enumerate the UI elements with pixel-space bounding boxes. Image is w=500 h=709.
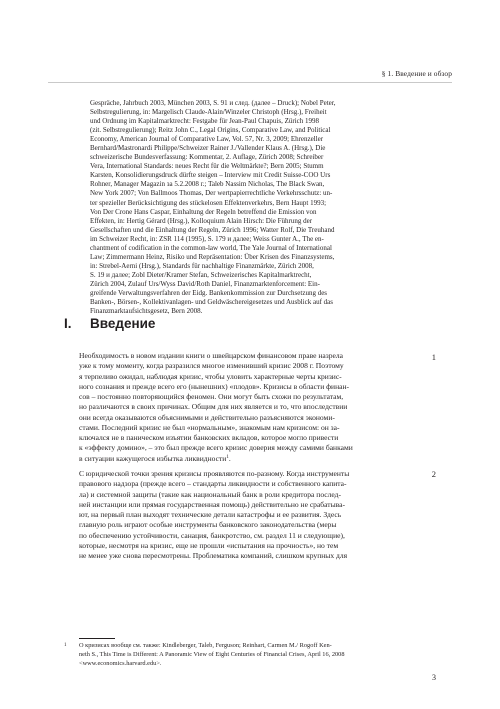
paragraph-1	[79, 351, 419, 464]
paragraph-line: которые, несмотря на кризис, еще не прошли «испытания на прочность», но тем	[79, 540, 339, 550]
bibliography-line: Finanzmarktaufsichtsgesetz, Bern 2008.	[90, 307, 203, 316]
paragraph-line: ного сознания и прежде всего его (нынешних) «плодов». Кризисы в области финан-	[79, 381, 350, 391]
paragraph-line: ключался не в паническом изъятии банковских вкладов, которое могло привести	[79, 433, 339, 442]
bibliography-line: chantment of codification in the common-law world, The Yale Journal of International	[90, 243, 332, 252]
paragraph-line: не менее уже снова пересмотрены. Проблематика компаний, слишком крупных для	[79, 551, 348, 560]
bibliography-line: Zürich 2004, Zulauf Urs/Wyss David/Roth Daniel, Finanzmarktenforcement: Ein-	[90, 279, 320, 288]
paragraph-line: я терпеливо ожидал, наблюдая кризис, чтобы уловить характерные черты кризис-	[79, 371, 342, 381]
bibliography-line: Selbstregulierung, in: Margelisch Claude-Alain/Winzeler Christoph (Hrsg.), Freiheit	[90, 108, 327, 117]
footnote-rule	[79, 638, 115, 639]
page-number: 3	[432, 673, 436, 682]
paragraph-line: главную роль играют особые инструменты банковского законодательства (меры	[79, 520, 337, 530]
footnote-line: <www.economics.harvard.edu>.	[79, 659, 162, 667]
paragraph-line: они всегда оказываются объяснимыми и действительно разъясняются экономи-	[79, 412, 335, 422]
running-head: § 1. Введение и обзор	[381, 69, 452, 78]
bibliography-line: greifende Verwaltungsverfahren der Eidg. Bankenkommission zur Durchsetzung des	[90, 288, 328, 297]
bibliography-line: S. 19 и далее; Zobl Dieter/Kramer Stefan, Schweizerisches Kapitalmarktrecht,	[90, 270, 312, 279]
bibliography-line: Gespräche, Jahrbuch 2003, München 2003, S. 91 и след. (далее – Druck); Nobel Peter,	[90, 99, 336, 107]
bibliography-line: in: Strebel-Aerni (Hrsg.), Standards für nachhaltige Finanzmärkte, Zürich 2008,	[90, 261, 314, 270]
paragraph-line: ют, на первый план выходят технические детали катастрофы и ее развития. Здесь	[79, 510, 342, 519]
margin-number-1: 1	[431, 352, 436, 362]
paragraph-line: стами. Последний кризис не был «нормальным», знакомым нам кризисом: он за-	[79, 422, 340, 432]
bibliography-line: Vera, International Standards: neues Recht für die Weltmärkte?; Bern 2005; Stumm	[90, 162, 324, 171]
bibliography-line: schweizerische Bundesverfassung: Kommentar, 2. Auflage, Zürich 2008; Schreiber	[90, 153, 324, 162]
bibliography-line: Banken-, Börsen-, Kollektivanlagen- und Geldwäschereigesetzes und Ausblick auf das	[90, 298, 333, 307]
bibliography-line: Rohner, Manager Magazin за 5.2.2008 г.; Taleb Nassim Nicholas, The Black Swan,	[90, 180, 325, 189]
footnote	[64, 642, 424, 668]
footnote-line: neth S., This Time is Different: A Panoramic View of Eight Centuries of Financial Crises, April 16, 2008	[79, 650, 345, 658]
bibliography-line: Von Der Crone Hans Caspar, Einhaltung der Regeln betreffend die Emission von	[90, 207, 317, 216]
bibliography-line: im Schweizer Recht, in: ZSR 114 (1995), S. 179 и далее; Weiss Gunter A., The en-	[90, 234, 324, 243]
margin-number-2: 2	[431, 469, 436, 479]
bibliography-line: Economy, American Journal of Comparative Law, Vol. 57, Nr. 3, 2009; Ehrenzeller	[90, 135, 324, 144]
paragraph-line: но различаются в своих причинах. Общим для них является и то, что впоследствии	[79, 402, 348, 412]
bibliography-line: Karsten, Konsolidierungsdruck dürfte steigen – Interview mit Credit Suisse-COO Urs	[90, 171, 331, 180]
paragraph-line: правового надзора (прежде всего – стандарты ликвидности и собственного капита-	[79, 479, 347, 489]
bibliography-block	[90, 99, 432, 316]
paragraph-line: ла) и системной защиты (такие как национальный банк в роли кредитора послед-	[79, 489, 342, 499]
bibliography-line: und Ordnung im Kapitalmarktrecht: Festgabe für Jean-Paul Chapuis, Zürich 1998	[90, 117, 320, 126]
paragraph-1-end: .	[228, 453, 231, 463]
paragraph-line: уже к тому моменту, когда разразился многое изменивший кризис 2008 г. Поэтому	[79, 361, 344, 371]
bibliography-line: Effekten, in: Hertig Gérard (Hrsg.), Kolloquium Alain Hirsch: Die Führung der	[90, 216, 313, 225]
paragraph-line: по обеспечению устойчивости, санация, банкротство, см. раздел 11 и следующие),	[79, 530, 345, 540]
footnote-line: О кризисах вообще см. также: Kindleberger, Taleb, Ferguson; Reinhart, Carmen M./ Rogoff Ken-	[79, 642, 332, 649]
paragraph-line: Необходимость в новом издании книги о швейцарском финансовом праве назрела	[79, 351, 343, 360]
section-heading	[64, 316, 155, 331]
bibliography-line: Bernhard/Mastronardi Philippe/Schweizer Rainer J./Vallender Klaus A. (Hrsg.), Die	[90, 144, 326, 153]
footnote-ref[interactable]: 1	[226, 454, 229, 460]
paragraph-line: ней инстанции или прямая государственная помощь) действительно не срабатыва-	[79, 499, 345, 509]
paragraph-line: С юридической точки зрения кризисы проявляются по-разному. Когда инструменты	[79, 469, 350, 478]
paragraph-1-last-line: в ситуации кажущегося избытка ликвидности	[79, 453, 227, 463]
bibliography-line: Gesellschaften und die Einhaltung der Regeln, Zürich 1996; Watter Rolf, Die Treuhand	[90, 225, 335, 234]
footnote-text	[79, 642, 424, 668]
bibliography-line: New York 2007; Von Ballmoos Thomas, Der wertpapierrechtliche Verkehrsschutz: un-	[90, 189, 333, 198]
paragraph-line: сов – постоянно повторяющийся феномен. Они могут быть схожи по результатам,	[79, 392, 344, 401]
paragraph-line: к «эффекту домино», – это был прежде всего кризис доверия между самими банками	[79, 443, 353, 453]
bibliography-line: (zit. Selbstregulierung); Reitz John C., Legal Origins, Comparative Law, and Political	[90, 126, 331, 135]
paragraph-2	[79, 469, 419, 561]
footnote-number: 1	[64, 643, 67, 648]
bibliography-line: ter spezieller Berücksichtigung des stückelosen Effektenverkehrs, Bern Haupt 1993;	[90, 198, 327, 207]
bibliography-line: Law; Zimmermann Heinz, Risiko und Repräsentation: Über Krisen des Finanzsystems,	[90, 252, 335, 261]
paragraph-line	[79, 454, 419, 464]
section-number: I.	[64, 316, 72, 331]
header-rule	[48, 82, 452, 83]
section-title: Введение	[90, 316, 156, 331]
